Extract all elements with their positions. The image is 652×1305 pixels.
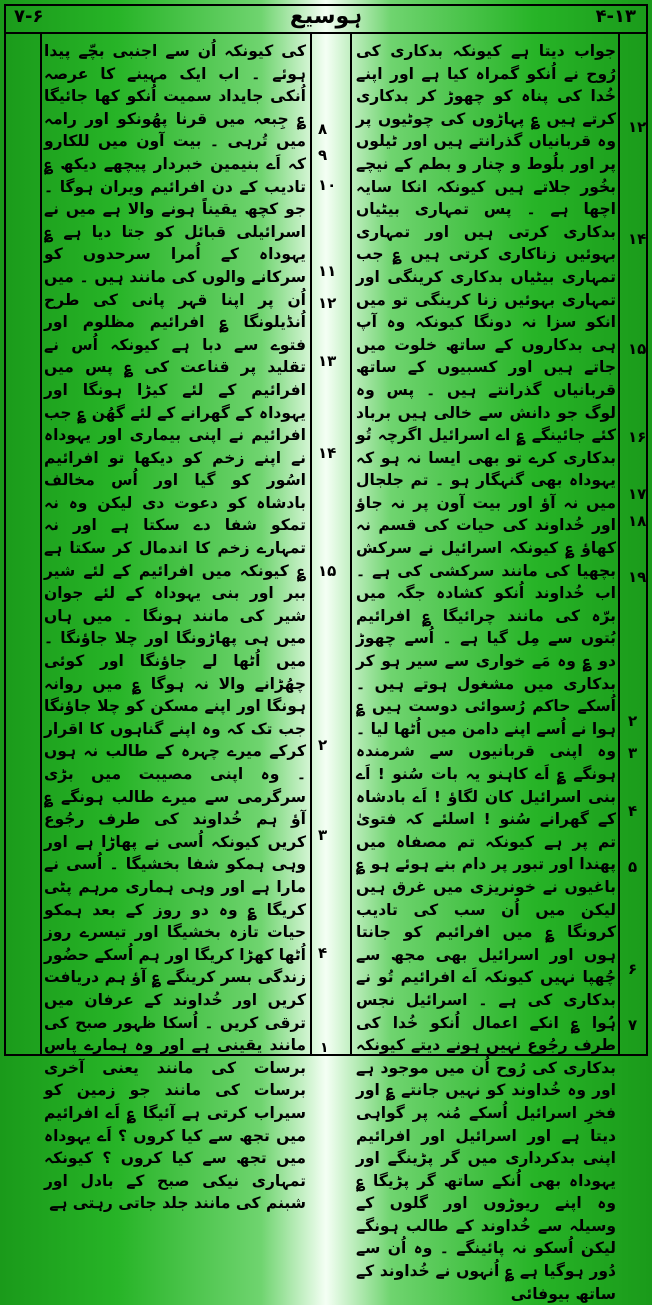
page-footer-mark: ۱ [320, 1040, 329, 1056]
left-margin-rule [40, 32, 42, 1056]
verse-number: ۱۵ [318, 562, 337, 580]
verse-number: ۱۲ [628, 118, 647, 136]
verse-number: ۵ [628, 858, 638, 876]
verse-number: ۱۵ [628, 340, 647, 358]
verse-number: ۱۱ [318, 262, 337, 280]
verse-number: ۱۹ [628, 568, 647, 586]
header-chapter-ref-left: ۷-۶ [14, 6, 44, 27]
verse-number: ۱۴ [318, 444, 337, 462]
page-title: ہوسیع [289, 4, 363, 29]
verse-number: ۲ [628, 712, 638, 730]
verse-number: ۱۶ [628, 428, 647, 446]
verse-number: ۱۸ [628, 512, 647, 530]
verse-number: ۳ [318, 826, 328, 844]
right-column-text: جواب دیتا ہے کیونکہ بدکاری کی رُوح نے اُنکو گمراہ کیا ہے اور اپنے خُدا کی پناہ کو چھوڑ کر بدکاری کرتے ہیں ؏ پہاڑوں کی چوٹیوں پر وہ قربانیاں گذرانتے ہیں اور ٹیلوں پر اور بلُوط و چنار و بطم کے نیچے بخُور جلاتے ہیں کیونکہ انکا سایہ اچھا ہے ۔ پس تمہاری بیٹیاں بدکاری کرتی ہیں اور تمہاری بہوئیں زناکاری کرتی ہیں ؏ جب تمہاری بیٹیاں بدکاری کرینگی اور تمہاری بہوئیں زنا کرینگی تو میں انکو سزا نہ دونگا کیونکہ وہ آپ ہی بدکاروں کے ساتھ خلوت میں جاتے ہیں اور کسبیوں کے ساتھ قربانیاں گذرانتے ہیں ۔ پس وہ لوگ جو دانش سے خالی ہیں برباد کئے جائینگے ؏ اے اسرائیل اگرچہ تُو بدکاری کرے تو بھی ایسا نہ ہو کہ یہوداہ بھی گنہگار ہو ۔ تم جلجال میں نہ آؤ اور بیت آون پر نہ جاؤ اور خُداوند کی حیات کی قسم نہ کھاؤ ؏ کیونکہ اسرائیل نے سرکش بچھیا کی مانند سرکشی کی ہے ۔ اب خُداوند اُنکو کشادہ جگہ میں برّہ کی مانند چرائیگا ؏ افرائیم بُتوں سے مِل گیا ہے ۔ اُسے چھوڑ دو ؏ وہ مَے خواری سے سیر ہو کر بدکاری میں مشغول ہوتے ہیں ۔ اُسکے حاکم رُسوائی دوست ہیں ؏ ہوا نے اُسے اپنے دامن میں اُٹھا لیا ۔ وہ اپنی قربانیوں سے شرمندہ ہونگے ؏ اَے کاہنو یہ بات سُنو ! اَے بنی اسرائیل کان لگاؤ ! اَے بادشاہ کے گھرانے سُنو ! اسلئے کہ فتویٰ تم پر ہے کیونکہ تم مصفاہ میں پھندا اور تبور پر دام بنے ہوئے ہو ؏ باغیوں نے خونریزی میں غرق ہیں لیکن میں اُن سب کی تادیب کرونگا ؏ میں افرائیم کو جانتا ہوں اور اسرائیل بھی مجھ سے چُھپا نہیں کیونکہ اَے افرائیم تُو نے بدکاری کی ہے ۔ اسرائیل نجس ہُوا ؏ انکے اعمال اُنکو خُدا کی طرف رجُوع نہیں ہونے دیتے کیونکہ بدکاری کی رُوح اُن میں موجود ہے اور وہ خُداوند کو نہیں جانتے ؏ اور فخرِ اسرائیل اُسکے مُنہ پر گواہی دیتا ہے اور اسرائیل اور افرائیم اپنی بدکرداری میں گر پڑینگے اور یہوداہ بھی اُنکے ساتھ گر پڑیگا ؏ وہ اپنے ریوڑوں اور گلوں کے وسیلہ سے خُداوند کے طالب ہونگے لیکن اُسکو نہ پائینگے ۔ وہ اُن سے دُور ہوگیا ہے ؏ اُنہوں نے خُداوند کے ساتھ بیوفائی [356, 42, 616, 1303]
verse-number: ۴ [628, 802, 638, 820]
verse-number: ۴ [318, 944, 328, 962]
verse-number: ۱۳ [318, 352, 337, 370]
column-divider-left [310, 32, 312, 1056]
left-text-column [44, 40, 306, 1213]
header-rule [4, 32, 648, 34]
verse-number: ۶ [628, 960, 638, 978]
verse-number: ۱۴ [628, 230, 647, 248]
verse-number: ۷ [628, 1016, 638, 1034]
left-column-text: کی کیونکہ اُن سے اجنبی بچّے پیدا ہوئے ۔ اب ایک مہینے کا عرصہ اُنکی جایداد سمیت اُنکو کھا جائیگا ؏ جِبعہ میں قرنا پھُونکو اور رامہ میں تُرہی ۔ بیت آون میں للکارو کہ اَے بنیمین خبردار پیچھے دیکھ ؏ تادیب کے دن افرائیم ویران ہوگا ۔ جو کچھ یقیناً ہونے والا ہے میں نے اسرائیلی قبائل کو جتا دیا ہے ؏ یہوداہ کے اُمرا سرحدوں کو سرکانے والوں کی مانند ہیں ۔ میں اُن پر اپنا قہر پانی کی طرح اُنڈیلونگا ؏ افرائیم مظلوم اور فتوے سے دبا ہے کیونکہ اُس نے تقلید پر قناعت کی ؏ پس میں افرائیم کے لئے کیڑا ہونگا اور یہوداہ کے گھرانے کے لئے گھُن ؏ جب افرائیم نے اپنی بیماری اور یہوداہ نے اپنے زخم کو دیکھا تو افرائیم اسُور کو گیا اور اُس مخالف بادشاہ کو دعوت دی لیکن وہ نہ تمکو شفا دے سکتا ہے اور نہ تمہارے زخم کا اندمال کر سکتا ہے ؏ کیونکہ میں افرائیم کے لئے شیر ببر اور بنی یہوداہ کے لئے جوان شیر کی مانند ہونگا ۔ میں ہاں میں ہی پھاڑونگا اور چلا جاؤنگا ۔ میں اُٹھا لے جاؤنگا اور کوئی چھُڑانے والا نہ ہوگا ؏ میں روانہ ہونگا اور اپنے مسکن کو چلا جاؤنگا جب تک کہ وہ اپنے گناہوں کا اقرار کرکے میرے چہرہ کے طالب نہ ہوں ۔ وہ اپنی مصیبت میں بڑی سرگرمی سے میرے طالب ہونگے ؏ آؤ ہم خُداوند کی طرف رجُوع کریں کیونکہ اُسی نے پھاڑا ہے اور وہی ہمکو شفا بخشیگا ۔ اُسی نے مارا ہے اور وہی ہماری مرہم پٹی کریگا ؏ وہ دو روز کے بعد ہمکو حیات تازہ بخشیگا اور تیسرے روز اُٹھا کھڑا کریگا اور ہم اُسکے حضُور زندگی بسر کرینگے ؏ آؤ ہم دریافت کریں اور خُداوند کے عرفان میں ترقی کریں ۔ اُسکا ظہور صبح کی مانند یقینی ہے اور وہ ہمارے پاس برسات کی مانند یعنی آخری برسات کی مانند جو زمین کو سیراب کرتی ہے آئیگا ؏ اَے افرائیم میں تجھ سے کیا کروں ؟ اَے یہوداہ میں تجھ سے کیا کروں ؟ کیونکہ تمہاری نیکی صبح کے بادل اور شبنم کی مانند جلد جاتی رہتی ہے [44, 42, 306, 1213]
verse-number: ۹ [318, 146, 328, 164]
header-chapter-ref-right: ۴-۱۳ [595, 6, 636, 27]
verse-number: ۱۰ [318, 176, 337, 194]
verse-number: ۳ [628, 744, 638, 762]
verse-number: ۱۲ [318, 294, 337, 312]
column-divider-right [350, 32, 352, 1056]
verse-number: ۱۷ [628, 485, 647, 503]
verse-number: ۲ [318, 736, 328, 754]
right-margin-rule [618, 32, 620, 1056]
right-text-column [356, 40, 616, 1303]
verse-number: ۸ [318, 120, 328, 138]
